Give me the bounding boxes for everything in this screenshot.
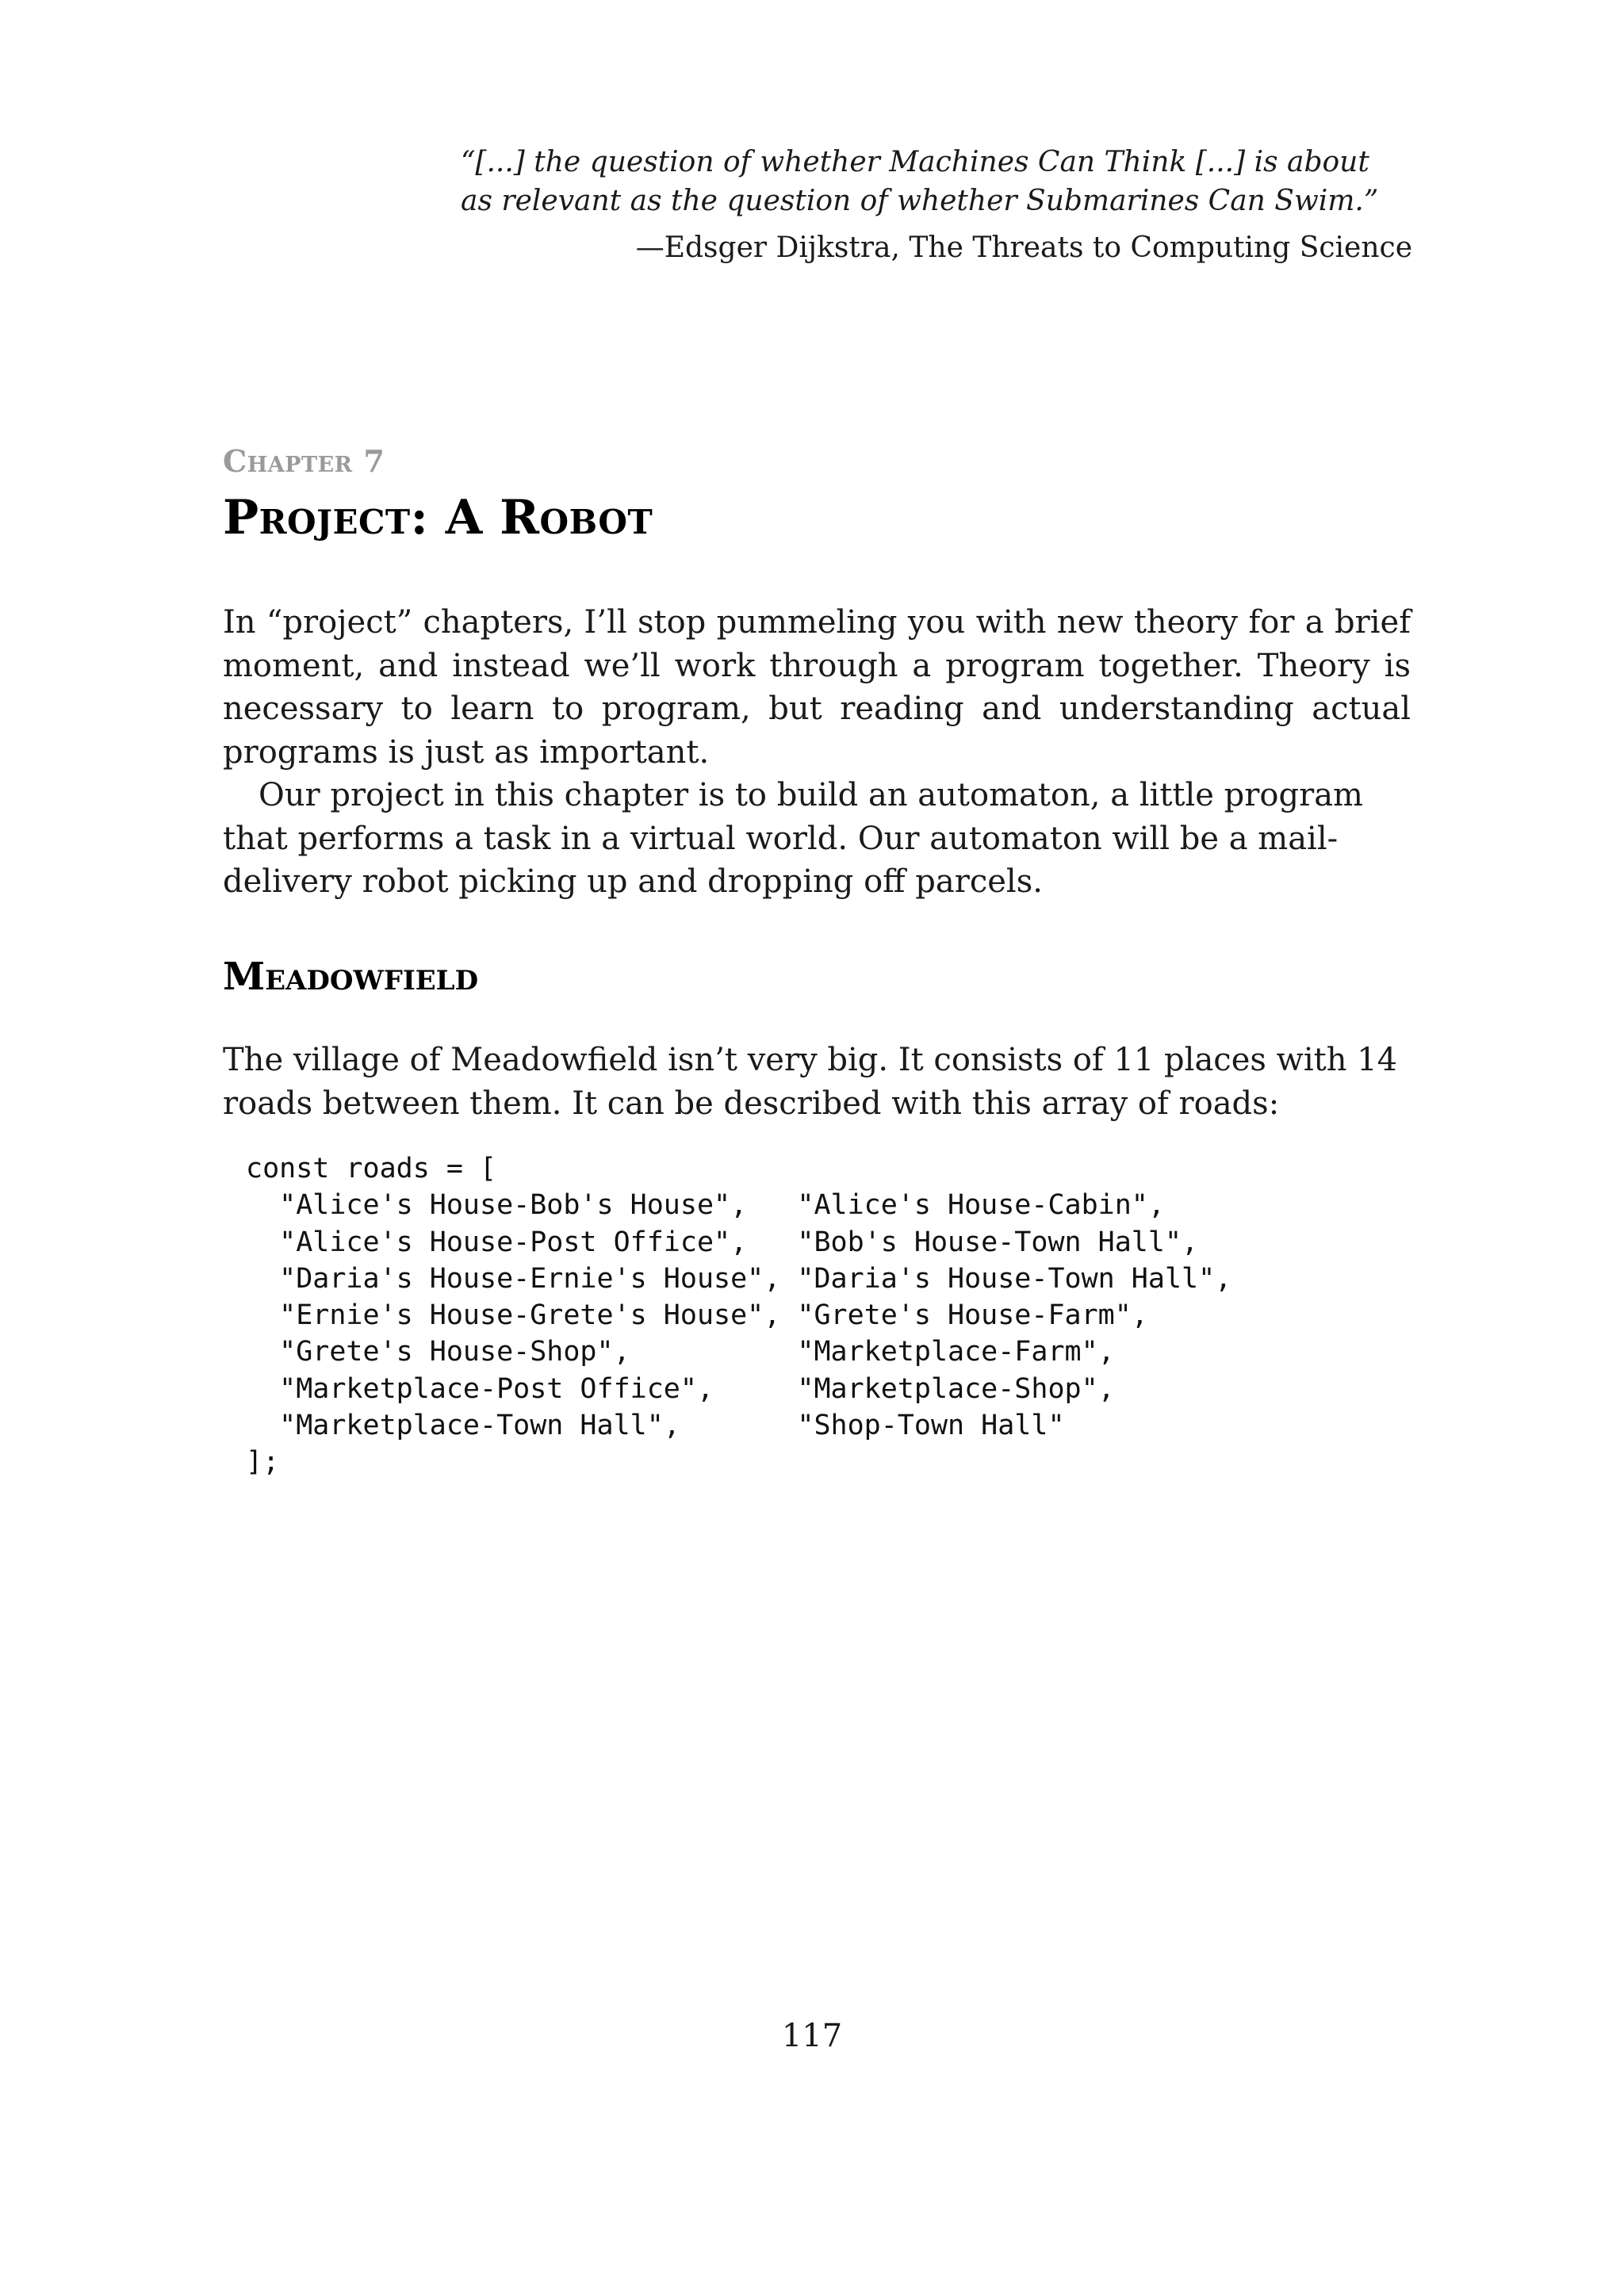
code-line: "Alice's House-Post Office", "Bob's House-Town Hall", [246,1226,1199,1258]
intro-paragraph-1: In “project” chapters, I’ll stop pummeling you with new theory for a brief moment, and instead we’ll work through a program together. Theory is necessary to learn to program, but reading and understanding actual programs is just as important. [223,604,1411,771]
section-title: Meadowfield [223,955,479,999]
epigraph-quote: “[...] the question of whether Machines Can Think [...] is about as relevant as the question of whether Submarines Can Swim.” [461,146,1379,217]
section-paragraph: The village of Meadowfield isn’t very big. It consists of 11 places with 14 roads between them. It can be described with this array of roads: [223,1042,1398,1122]
code-line: ]; [246,1446,280,1479]
code-line: "Alice's House-Bob's House", "Alice's House-Cabin", [246,1189,1165,1222]
code-line: "Daria's House-Ernie's House", "Daria's House-Town Hall", [246,1262,1232,1295]
code-line: "Grete's House-Shop", "Marketplace-Farm", [246,1336,1115,1368]
chapter-title: Project: A Robot [223,490,653,545]
code-block [246,1150,1231,1481]
chapter-label: Chapter 7 [223,443,385,479]
code-line: const roads = [ [246,1153,497,1184]
epigraph [461,143,1412,267]
intro-paragraph-2: Our project in this chapter is to build an automaton, a little program that performs a task in a virtual world. Our automaton will be a mail-delivery robot picking up and dropping off parcels. [223,777,1363,900]
page-number: 117 [781,2018,843,2054]
code-line: "Marketplace-Town Hall", "Shop-Town Hall" [246,1410,1065,1442]
code-line: "Marketplace-Post Office", "Marketplace-Shop", [246,1372,1115,1405]
code-line: "Ernie's House-Grete's House", "Grete's House-Farm", [246,1299,1148,1332]
epigraph-attribution: —Edsger Dijkstra, The Threats to Computing Science [635,232,1412,264]
